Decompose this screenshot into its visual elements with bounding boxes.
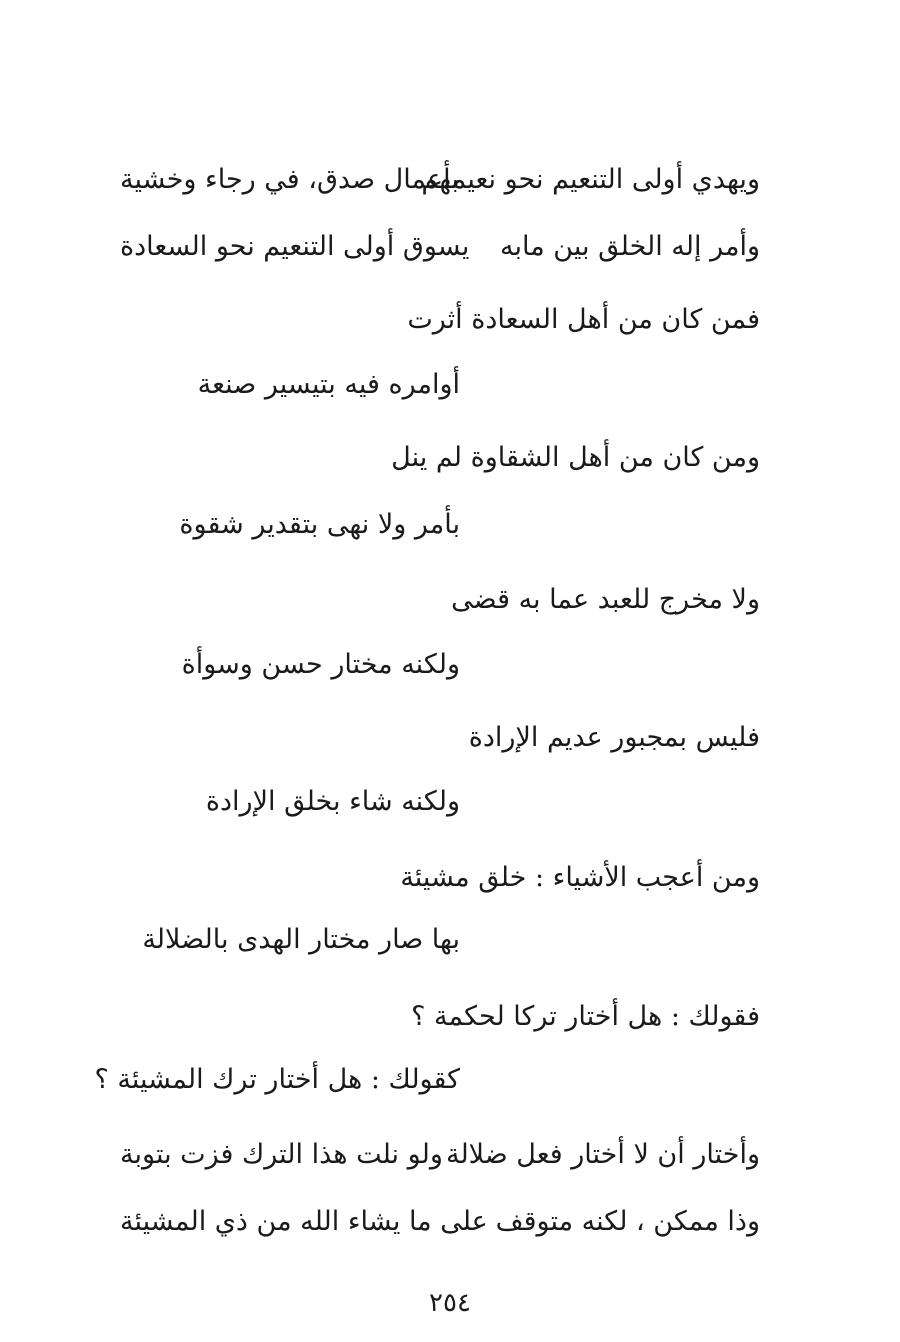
verse-line [120, 1125, 760, 1185]
verse-first-hemistich: ومن كان من أهل الشقاوة لم ينل [391, 442, 760, 473]
verse-second-hemistich: بأعمال صدق، في رجاء وخشية [120, 164, 459, 195]
verse-line [120, 217, 760, 277]
verse-first-hemistich: وأمر إله الخلق بين مابه [500, 231, 760, 262]
verse-line [120, 910, 760, 970]
verse-line [120, 708, 760, 768]
verse-first-hemistich: ويهدي أولى التنعيم نحو نعيمهم [421, 164, 760, 195]
verse-first-hemistich: فليس بمجبور عديم الإرادة [468, 722, 760, 753]
verse-line [120, 495, 760, 555]
verse-line [120, 1192, 760, 1252]
verse-line [120, 150, 760, 210]
verse-second-hemistich: بأمر ولا نهى بتقدير شقوة [179, 509, 460, 540]
verse-line [120, 635, 760, 695]
verse-second-hemistich: أوامره فيه بتيسير صنعة [197, 369, 460, 400]
verse-line [120, 848, 760, 908]
verse-second-hemistich: ولكنه مختار حسن وسوأة [181, 649, 460, 680]
verse-first-hemistich: ومن أعجب الأشياء : خلق مشيئة [400, 862, 760, 893]
verse-first-hemistich: فقولك : هل أختار تركا لحكمة ؟ [411, 1001, 760, 1032]
verse-line [120, 570, 760, 630]
verse-second-hemistich: ولكنه شاء بخلق الإرادة [205, 786, 460, 817]
verse-line [94, 1050, 760, 1110]
verse-line [120, 987, 760, 1047]
verse-line [120, 355, 760, 415]
verse-first-hemistich: وذا ممكن ، لكنه متوقف [495, 1206, 760, 1237]
verse-second-hemistich: كقولك : هل أختار ترك المشيئة ؟ [94, 1064, 460, 1095]
page-number: ٢٥٤ [429, 1288, 471, 1318]
verse-line [120, 428, 760, 488]
verse-second-hemistich: بها صار مختار الهدى بالضلالة [142, 924, 460, 955]
verse-line [120, 772, 760, 832]
verse-second-hemistich: على ما يشاء الله من ذي المشيئة [120, 1206, 488, 1237]
verse-first-hemistich: وأختار أن لا أختار فعل ضلالة [445, 1139, 760, 1170]
verse-second-hemistich: يسوق أولى التنعيم نحو السعادة [120, 231, 470, 262]
verse-second-hemistich: ولو نلت هذا الترك فزت بتوبة [120, 1139, 443, 1170]
verse-line [120, 290, 760, 350]
verse-first-hemistich: فمن كان من أهل السعادة أثرت [407, 304, 760, 335]
verse-first-hemistich: ولا مخرج للعبد عما به قضى [451, 584, 760, 615]
